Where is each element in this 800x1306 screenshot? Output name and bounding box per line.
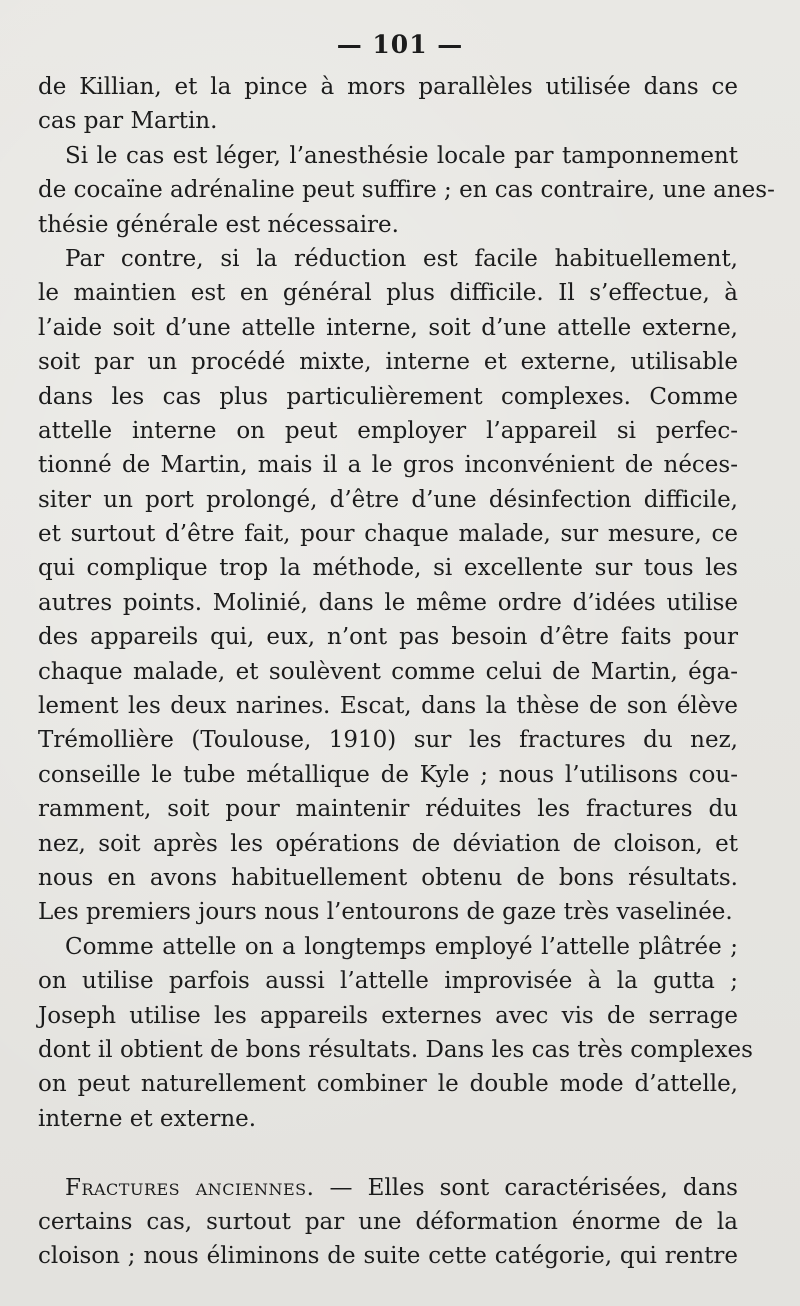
text-line: interne et externe.	[38, 1105, 257, 1132]
paragraph	[38, 139, 775, 242]
text-line: certains cas, surtout par une déformation énorme de la	[38, 1208, 738, 1235]
body-text	[38, 70, 775, 1274]
section-first-line	[38, 1171, 738, 1205]
text-line: l’aide soit d’une attelle interne, soit d’une attelle externe,	[38, 314, 738, 341]
text-line: qui complique trop la méthode, si excellente sur tous les	[38, 555, 738, 582]
text-line: tionné de Martin, mais il a le gros inconvénient de néces-	[38, 452, 738, 479]
text-line: le maintien est en général plus difficile. Il s’effectue, à	[38, 280, 738, 307]
text-line: Les premiers jours nous l’entourons de gaze très vaselinée.	[38, 899, 733, 926]
text-line: thésie générale est nécessaire.	[38, 211, 399, 238]
text-line: on utilise parfois aussi l’attelle improvisée à la gutta ;	[38, 968, 738, 995]
section-heading: Fractures anciennes.	[65, 1174, 315, 1201]
text-line: lement les deux narines. Escat, dans la thèse de son élève	[38, 693, 738, 720]
text-line: Si le cas est léger, l’anesthésie locale par tamponnement	[65, 142, 738, 169]
page-number: — 101 —	[336, 30, 464, 59]
paragraph	[38, 930, 753, 1136]
text-line: cas par Martin.	[38, 108, 218, 135]
section-gap	[38, 1136, 738, 1170]
paragraph	[38, 242, 738, 930]
text-line: et surtout d’être fait, pour chaque malade, sur mesure, ce	[38, 521, 738, 548]
text-line: de Killian, et la pince à mors parallèles utilisée dans ce	[38, 74, 738, 100]
text-line: Comme attelle on a longtemps employé l’attelle plâtrée ;	[65, 933, 738, 960]
paragraph	[38, 70, 738, 139]
text-line: nous en avons habituellement obtenu de bons résultats.	[38, 864, 738, 891]
text-line: nez, soit après les opérations de déviation de cloison, et	[38, 830, 738, 857]
text-line: conseille le tube métallique de Kyle ; nous l’utilisons cou-	[38, 761, 738, 788]
text-line: Joseph utilise les appareils externes avec vis de serrage	[38, 1002, 738, 1029]
section-paragraph	[38, 1171, 738, 1274]
text-line: des appareils qui, eux, n’ont pas besoin d’être faits pour	[38, 624, 738, 651]
text-line: autres points. Molinié, dans le même ordre d’idées utilise	[38, 589, 738, 616]
text-line: ramment, soit pour maintenir réduites les fractures du	[38, 796, 738, 823]
text-line: de cocaïne adrénaline peut suffire ; en cas contraire, une anes-	[38, 177, 775, 204]
text-line: attelle interne on peut employer l’appareil si perfec-	[38, 417, 738, 444]
text-line: Trémollière (Toulouse, 1910) sur les fractures du nez,	[38, 727, 738, 754]
text-line: cloison ; nous éliminons de suite cette catégorie, qui rentre	[38, 1243, 738, 1270]
text-line: siter un port prolongé, d’être d’une désinfection difficile,	[38, 486, 738, 513]
text-line: soit par un procédé mixte, interne et externe, utilisable	[38, 349, 738, 376]
text-line: on peut naturellement combiner le double mode d’attelle,	[38, 1071, 738, 1098]
text-line: chaque malade, et soulèvent comme celui de Martin, éga-	[38, 658, 738, 685]
text-line: dont il obtient de bons résultats. Dans les cas très complexes	[38, 1036, 753, 1063]
section-first-line-text: — Elles sont caractérisées, dans	[314, 1174, 738, 1201]
text-line: Par contre, si la réduction est facile habituellement,	[65, 245, 738, 272]
text-line: dans les cas plus particulièrement complexes. Comme	[38, 383, 738, 410]
